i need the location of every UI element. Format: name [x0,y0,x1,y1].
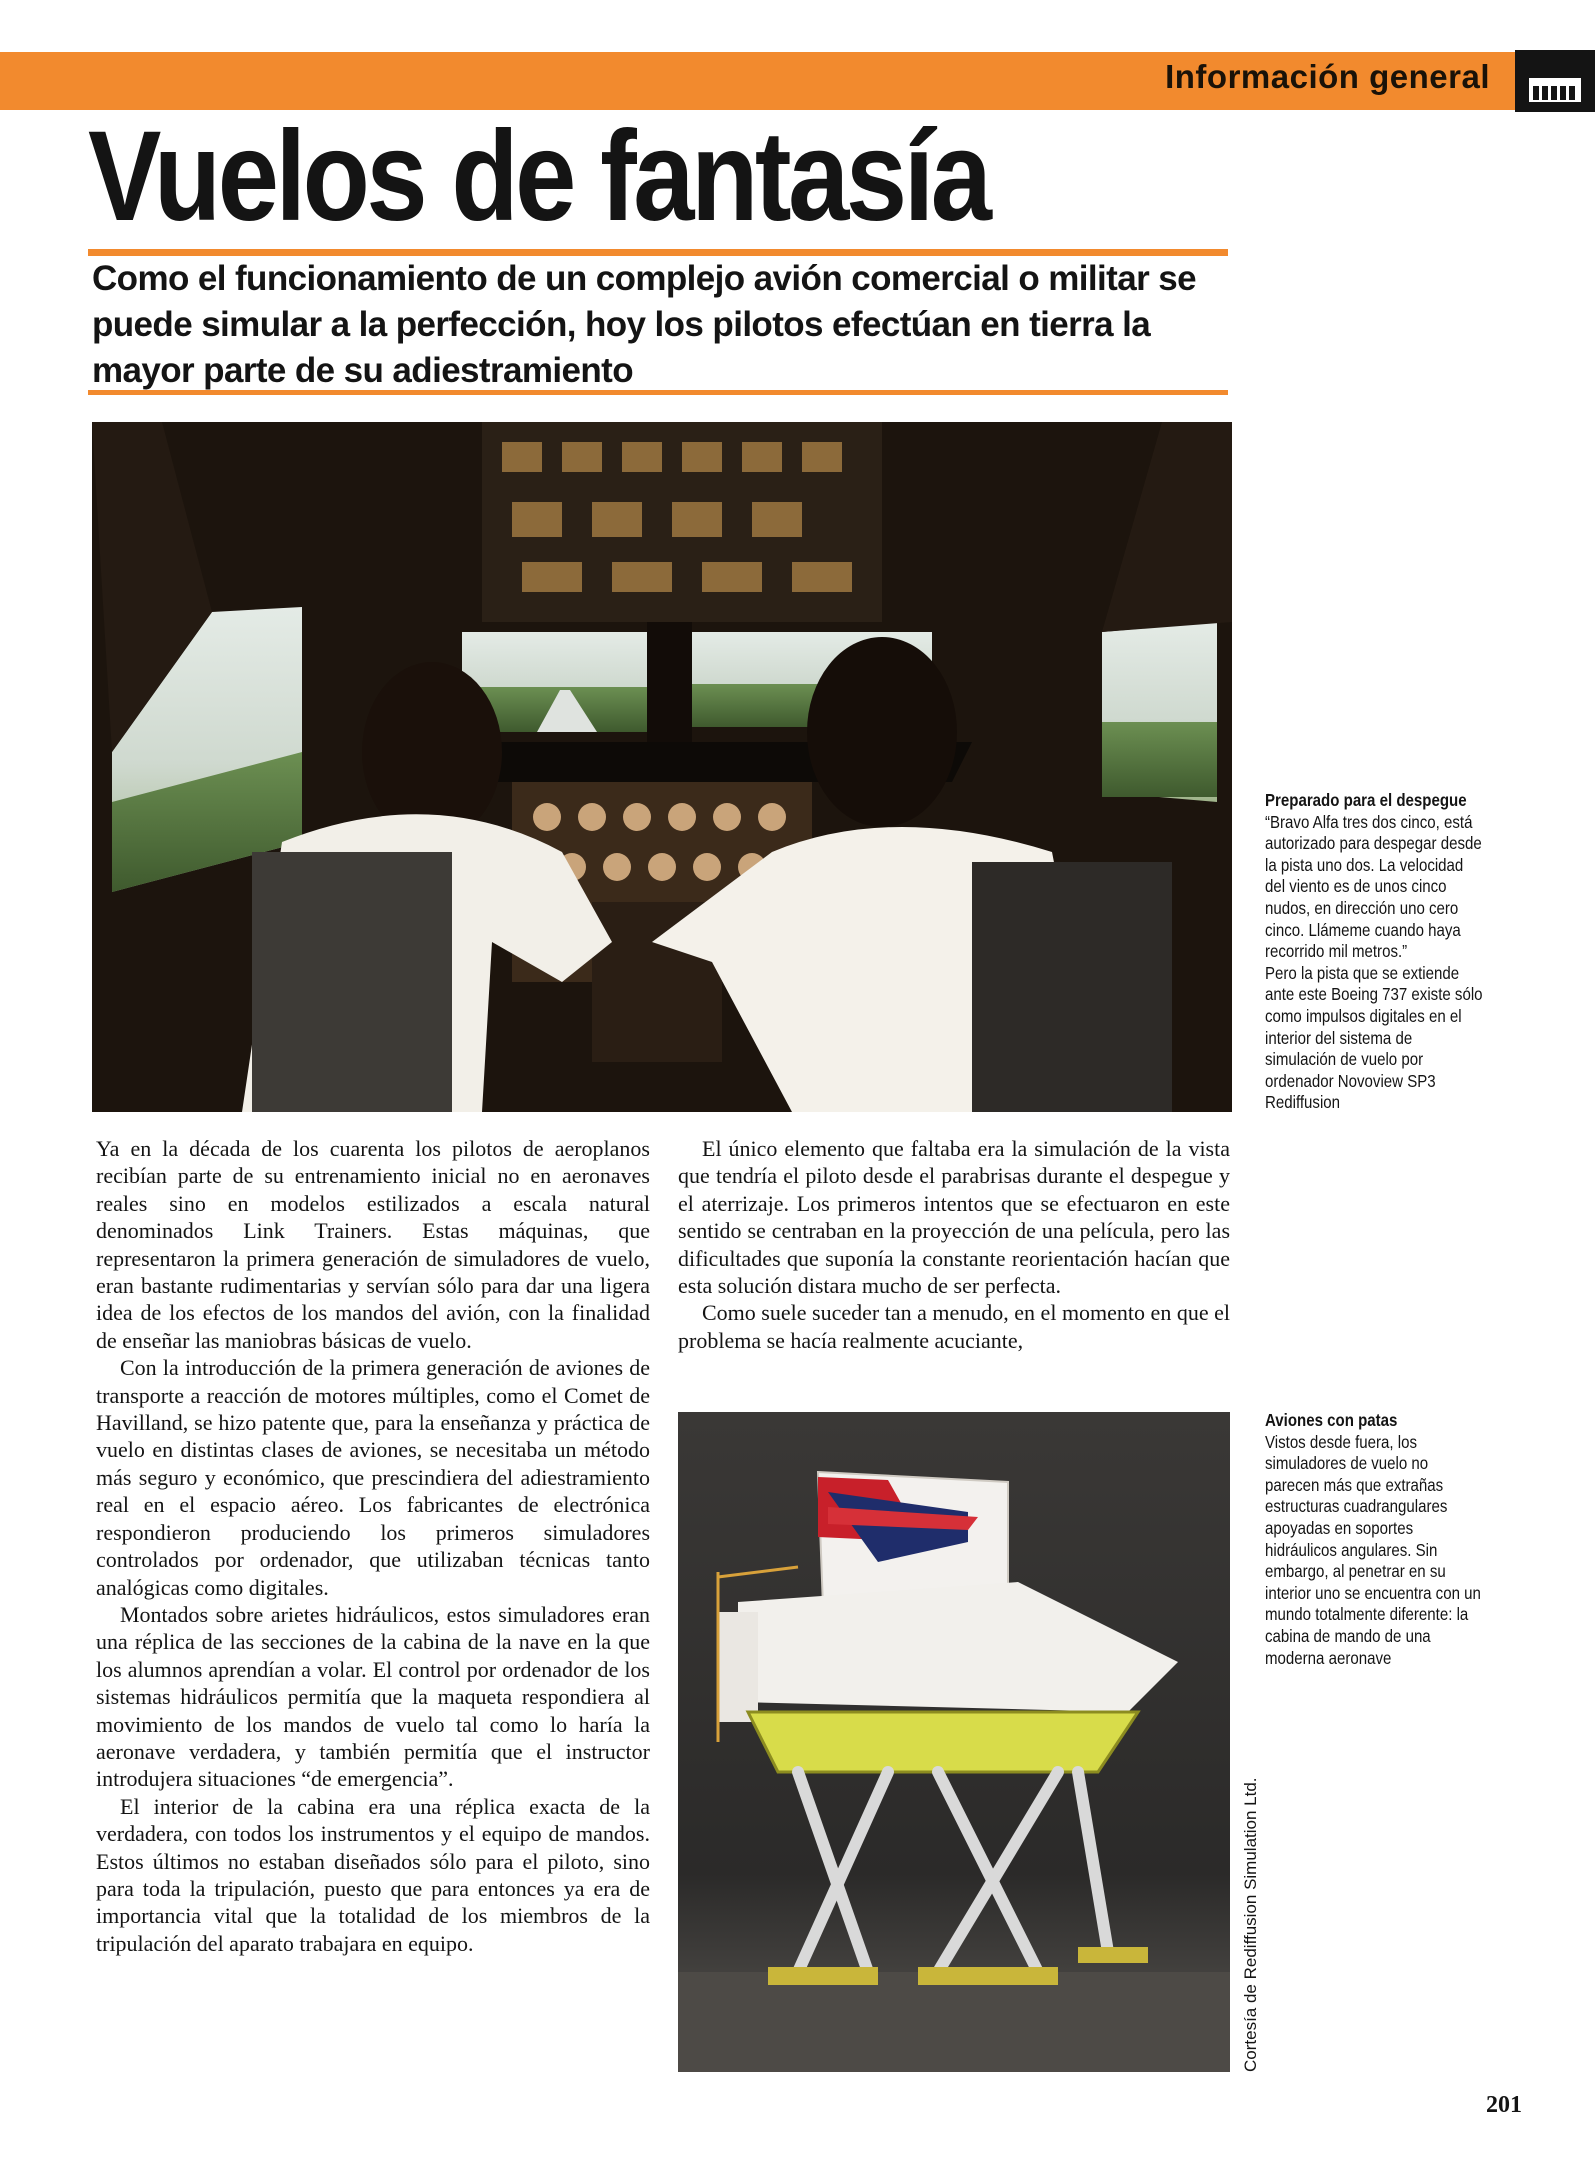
keyboard-icon [1529,74,1581,104]
paragraph: Montados sobre arietes hidráulicos, estos simuladores eran una réplica de las secciones de la cabina de la nave en la que los alumnos aprendían a volar. El control por ordenador de los sistemas hidráulicos permitía que la maqueta respondiera al movimiento de los mandos de vuelo tal como lo haría la aeronave verdadera, y también permitía que el instructor introdujera situaciones “de emergencia”. [96,1601,650,1792]
cockpit-illustration [92,422,1232,1112]
page-number: 201 [1486,2092,1522,2118]
caption-legs-title: Aviones con patas [1265,1410,1398,1430]
photo-credit: Cortesía de Rediffusion Simulation Ltd. [1241,1777,1260,2072]
caption-takeoff [1265,790,1514,1114]
caption-takeoff-body: “Bravo Alfa tres dos cinco, está autorizado para despegar desde la pista uno dos. La velocidad del viento es de unos cinco nudos, en dirección uno cero cinco. Llámeme cuando haya recorrido mil metros.” Pero la pista que se extiende ante este Boeing 737 existe sólo como impulsos digitales en el interior del sistema de simulación de vuelo por ordenador Novoview SP3 Rediffusion [1265,811,1483,1113]
subtitle: Como el funcionamiento de un complejo avión comercial o militar se puede simular a la perfección, hoy los pilotos efectúan en tierra la mayor parte de su adiestramiento [92,259,1196,390]
article-column-left [96,1135,650,1957]
cockpit-photo [92,422,1232,1112]
subtitle-bottom-rule [88,390,1228,395]
caption-takeoff-title: Preparado para el despegue [1265,790,1467,810]
paragraph: Como suele suceder tan a menudo, en el momento en que el problema se hacía realmente acuciante, [678,1300,1230,1353]
caption-legs [1265,1410,1514,1669]
page-title: Vuelos de fantasía [88,105,989,248]
section-label: Información general [1165,58,1490,95]
caption-legs-body: Vistos desde fuera, los simuladores de vuelo no parecen más que extrañas estructuras cuadrangulares apoyadas en soportes hidráulicos angulares. Sin embargo, al penetrar en su interior uno se encuentra con un mundo totalmente diferente: la cabina de mando de una moderna aeronave [1265,1431,1481,1668]
paragraph: Con la introducción de la primera generación de aviones de transporte a reacción de motores múltiples, como el Comet de Havilland, se hizo patente que, para la enseñanza y práctica de vuelo en distintas clases de aviones, se necesitaba un método más seguro y económico, que prescindiera del adiestramiento real en el espacio aéreo. Los fabricantes de electrónica respondieron produciendo los primeros simuladores controlados por ordenador, que utilizaban técnicas tanto analógicas como digitales. [96,1355,650,1600]
simulator-photo [678,1412,1230,2072]
paragraph: El único elemento que faltaba era la simulación de la vista que tendría el piloto desde el parabrisas durante el despegue y el aterrizaje. Los primeros intentos que se efectuaron en este sentido se centraban en la proyección de una película, pero las dificultades que suponía la constante reorientación hacían que esta solución distara mucho de ser perfecta. [678,1136,1230,1299]
article-column-right [678,1135,1230,1354]
subtitle-top-rule [88,249,1228,256]
paragraph: El interior de la cabina era una réplica exacta de la verdadera, con todos los instrumentos y el equipo de mandos. Estos últimos no estaban diseñados sólo para el piloto, sino para toda la tripulación, puesto que para entonces ya era de importancia vital que la totalidad de los miembros de la tripulación del aparato trabajara en equipo. [96,1793,650,1956]
section-tab [1515,50,1595,112]
simulator-illustration [678,1412,1230,2072]
paragraph: Ya en la década de los cuarenta los pilotos de aeroplanos recibían parte de su entrenamiento inicial no en aeronaves reales sino en modelos estilizados a escala natural denominados Link Trainers. Estas máquinas, que representaron la primera generación de simuladores de vuelo, eran bastante rudimentarias y servían sólo para dar una ligera idea de los efectos de los mandos del avión, con la finalidad de enseñar las maniobras básicas de vuelo. [96,1136,650,1353]
